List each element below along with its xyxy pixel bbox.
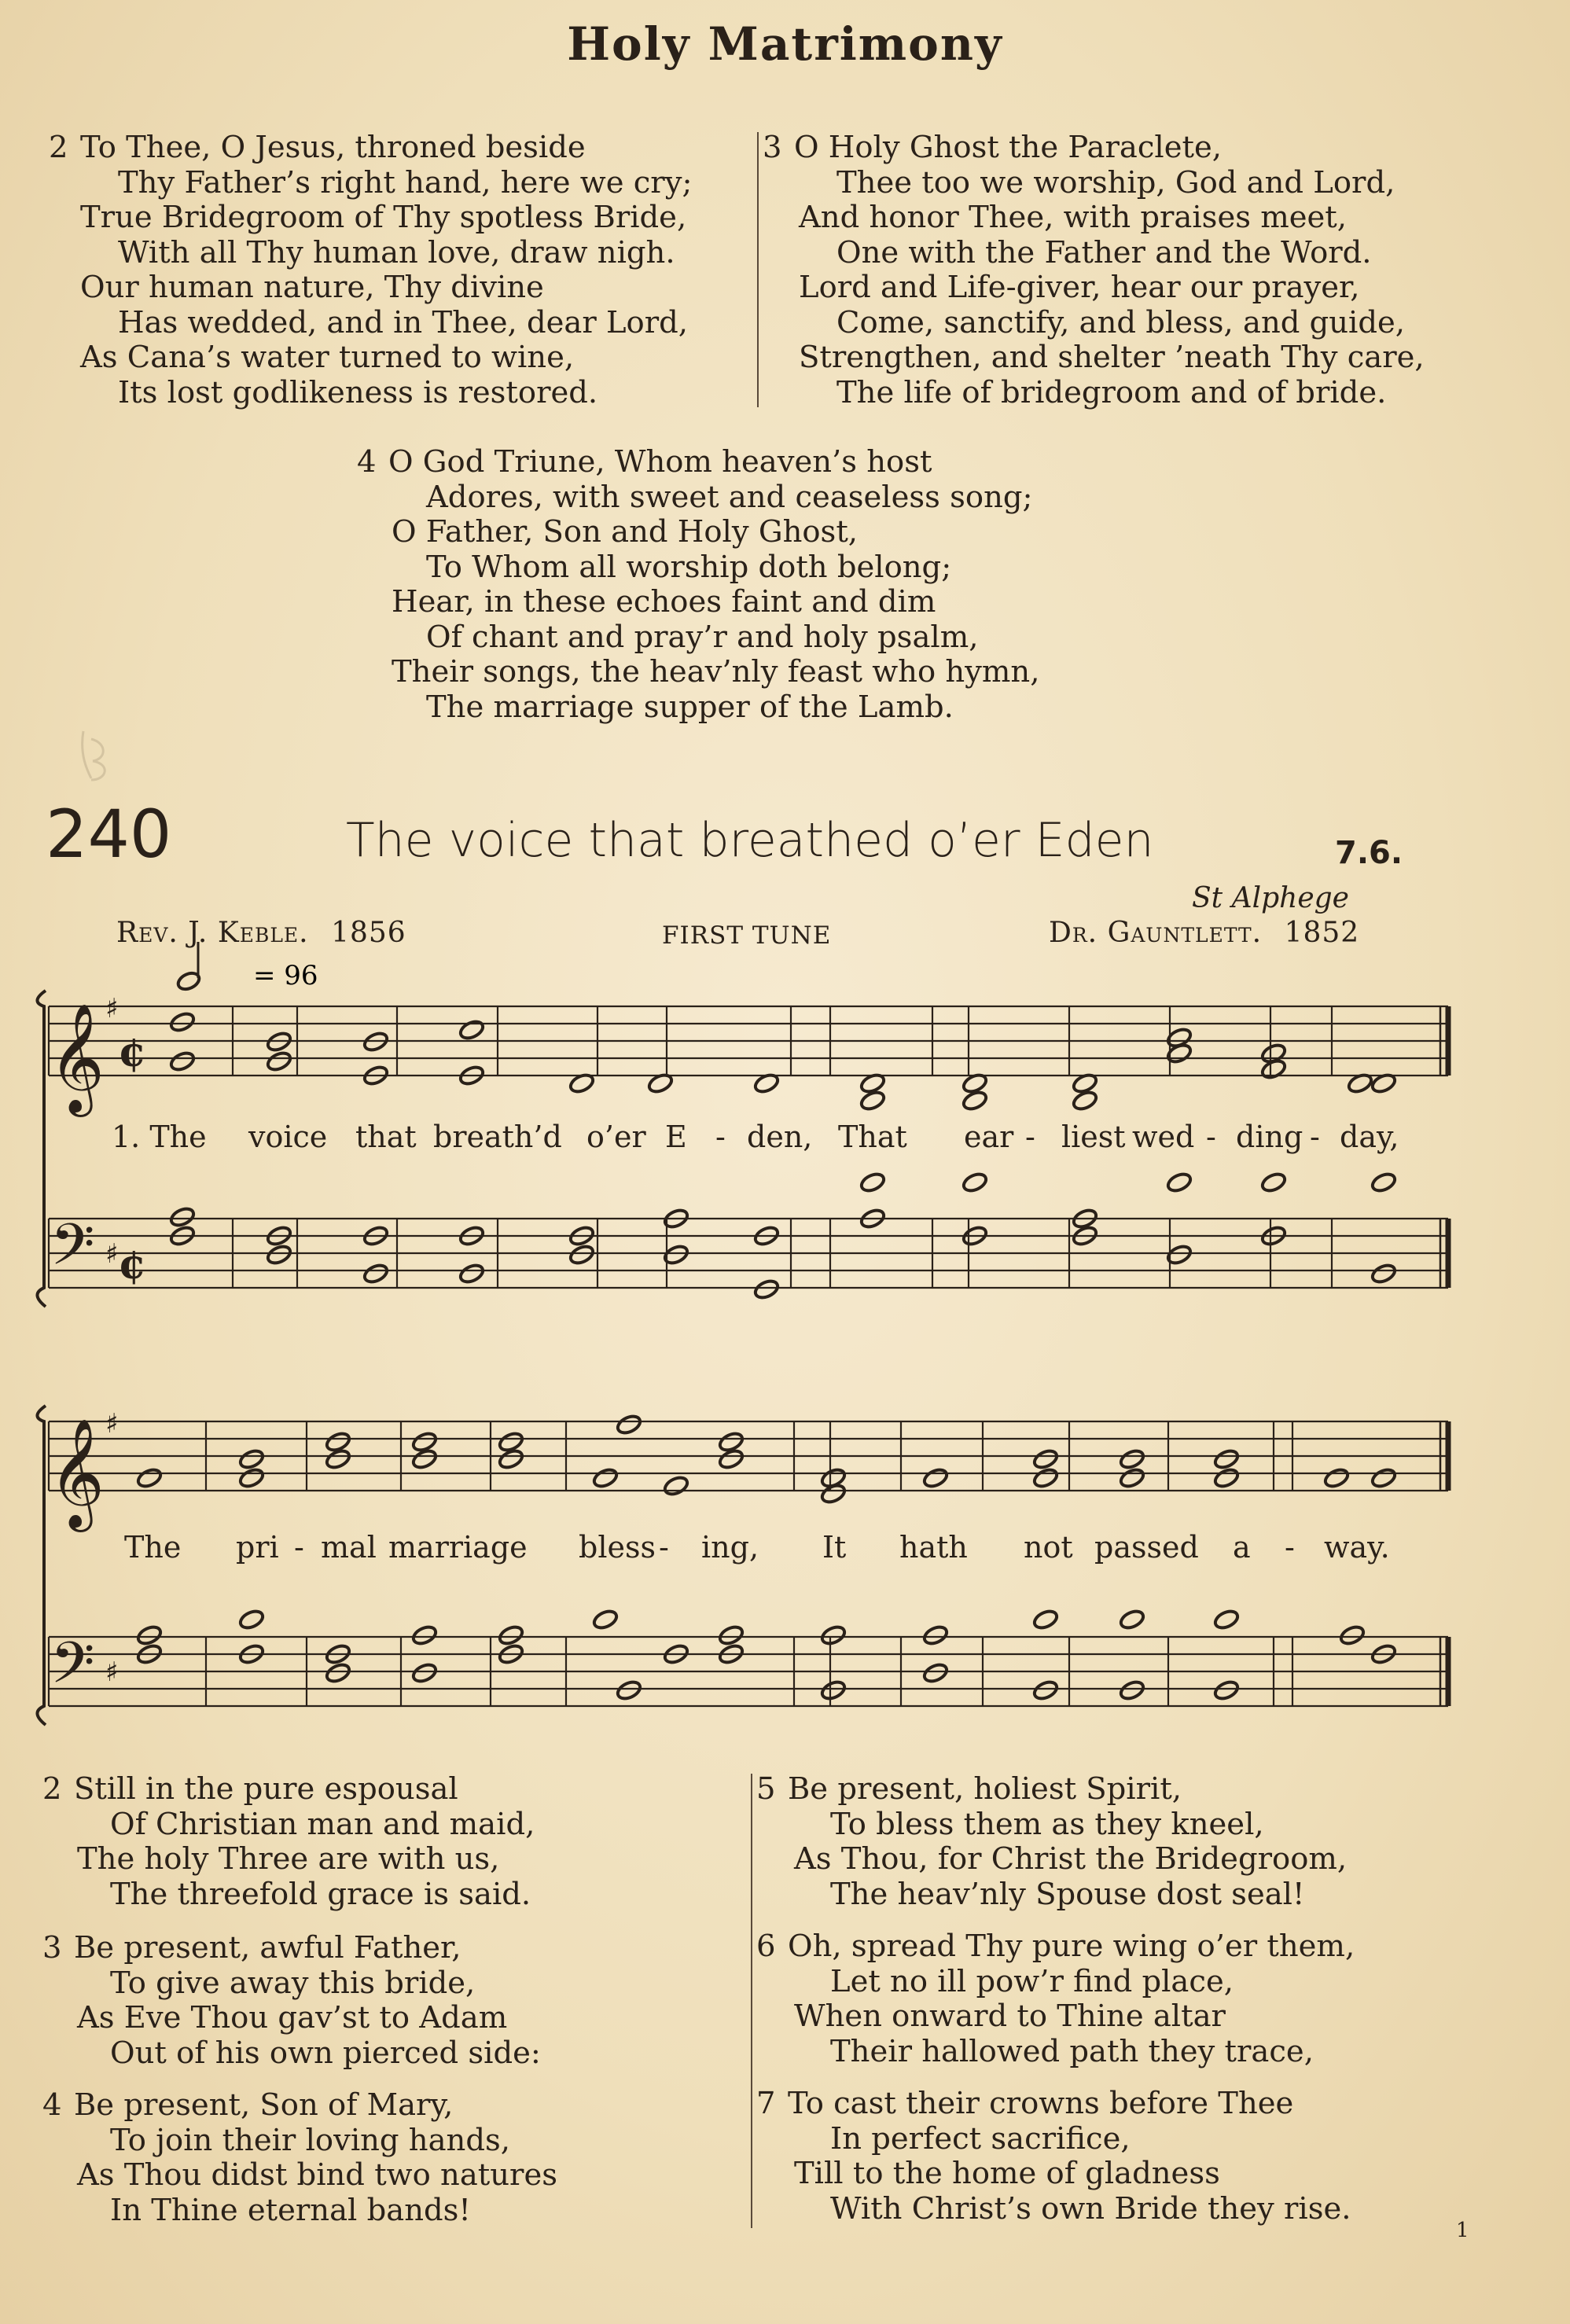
lyrics-line-2 <box>0 1530 1570 1568</box>
half-note-head <box>136 1467 164 1490</box>
lyric-syllable: that <box>355 1120 417 1154</box>
half-note-head <box>498 1431 525 1454</box>
half-note-head <box>325 1662 352 1685</box>
half-note-head <box>718 1624 745 1647</box>
half-note-head <box>616 1679 643 1702</box>
verse-line: Adores, with sweet and ceaseless song; <box>426 479 1033 515</box>
half-note-head <box>1339 1624 1366 1647</box>
verse-line: Be present, awful Father, <box>74 1930 461 1965</box>
verse-line: The holy Three are with us, <box>77 1841 500 1877</box>
verse-line: Thy Father’s right hand, here we cry; <box>118 164 693 200</box>
lyric-syllable: not <box>1024 1530 1073 1565</box>
stanza-number: 2 <box>42 1771 62 1807</box>
half-note-head <box>1370 1467 1398 1490</box>
composer-year: 1852 <box>1284 917 1360 949</box>
verse-line: In perfect sacrifice, <box>830 2120 1131 2157</box>
verse-line: With all Thy human love, draw nigh. <box>118 234 675 270</box>
bass-clef-icon: 𝄢 <box>50 1629 95 1710</box>
verse-line: Be present, holiest Spirit, <box>788 1771 1182 1807</box>
half-note-head <box>1072 1090 1099 1112</box>
verse-line: Till to the home of gladness <box>794 2156 1220 2191</box>
half-note-head <box>1119 1448 1146 1471</box>
lyric-syllable: bless <box>579 1530 656 1565</box>
verse-line: Thee too we worship, God and Lord, <box>836 164 1395 200</box>
lyric-syllable: o’er <box>586 1120 646 1154</box>
lyric-syllable: den, <box>747 1120 813 1154</box>
author: Rev. J. Keble. <box>116 917 309 949</box>
common-time-icon: ¢ <box>118 1241 147 1289</box>
verse-line: As Thou, for Christ the Bridegroom, <box>794 1841 1348 1877</box>
lyric-syllable: ding <box>1236 1120 1303 1154</box>
half-note-head <box>458 1019 486 1042</box>
half-note-head <box>411 1448 439 1471</box>
treble-clef-icon: 𝄞 <box>49 1003 105 1112</box>
verse-line: And honor Thee, with praises meet, <box>799 200 1348 235</box>
page-mark: 1 <box>1456 2219 1469 2242</box>
half-note-head <box>1213 1467 1241 1490</box>
half-note-head <box>1323 1467 1351 1490</box>
verse-line: One with the Father and the Word. <box>836 234 1372 270</box>
tempo-mark: = 96 <box>253 960 318 991</box>
half-note-head <box>238 1448 266 1471</box>
verse-line: O Holy Ghost the Paraclete, <box>794 130 1222 165</box>
half-note-head <box>592 1467 620 1490</box>
lyric-syllable: marriage <box>388 1530 528 1565</box>
common-time-icon: ¢ <box>118 1028 147 1076</box>
verse-line: Out of his own pierced side: <box>110 2035 541 2071</box>
verse-line: To Thee, O Jesus, throned beside <box>80 130 586 165</box>
verse-line: Still in the pure espousal <box>74 1771 458 1807</box>
lyric-syllable: ear <box>964 1120 1014 1154</box>
hymn-number: 240 <box>46 796 172 873</box>
lyric-hyphen: - <box>1025 1120 1035 1154</box>
half-note-head <box>961 1090 989 1112</box>
stanza-2 <box>42 1772 535 1912</box>
verse-line: Oh, spread Thy pure wing o’er them, <box>788 1929 1355 1964</box>
half-note-head <box>922 1467 950 1490</box>
lyric-hyphen: - <box>1285 1530 1295 1565</box>
half-note-head <box>718 1448 745 1471</box>
verse-line: To cast their crowns before Thee <box>788 2086 1294 2121</box>
verse-line: In Thine eternal bands! <box>110 2192 471 2228</box>
lyric-hyphen: - <box>715 1120 726 1154</box>
half-note-head <box>325 1448 352 1471</box>
column-rule <box>751 1774 752 2228</box>
sharp-icon: ♯ <box>105 993 119 1024</box>
stanza-number: 3 <box>42 1930 62 1965</box>
verse-line: Their hallowed path they trace, <box>830 2033 1314 2069</box>
half-note-head <box>238 1467 266 1490</box>
lyric-syllable: That <box>838 1120 907 1154</box>
half-note-head <box>820 1624 848 1647</box>
half-note-head <box>169 1011 197 1034</box>
hymn-title: The voice that breathed o’er Eden <box>346 813 1154 868</box>
half-note-head <box>411 1431 439 1454</box>
half-note-head <box>136 1624 164 1647</box>
verse-line: Of Christian man and maid, <box>110 1806 535 1842</box>
lyric-syllable: The <box>124 1530 182 1565</box>
half-note-head <box>1032 1679 1060 1702</box>
stanza-5 <box>756 1772 1347 1912</box>
tune-label: FIRST TUNE <box>662 921 832 950</box>
half-note-head <box>266 1050 293 1073</box>
verse-line: Come, sanctify, and bless, and guide, <box>836 304 1406 340</box>
half-note-head <box>1213 1609 1241 1631</box>
half-note-head <box>458 1263 486 1285</box>
verse-line: Be present, Son of Mary, <box>74 2087 454 2123</box>
verse-line: As Cana’s water turned to wine, <box>80 340 575 375</box>
lyric-syllable: mal <box>321 1530 377 1565</box>
verse-line: Our human nature, Thy divine <box>80 270 544 305</box>
stanza-number: 4 <box>42 2087 62 2123</box>
stanza-number: 3 <box>763 130 782 165</box>
verse-line: As Thou didst bind two natures <box>77 2157 557 2193</box>
half-note-head <box>663 1475 690 1498</box>
lyric-hyphen: - <box>1206 1120 1216 1154</box>
stanza-number: 4 <box>357 444 377 480</box>
half-note-head <box>1119 1609 1146 1631</box>
half-note-head <box>169 1206 197 1229</box>
half-note-head <box>1032 1467 1060 1490</box>
bass-clef-icon: 𝄢 <box>50 1211 95 1292</box>
half-note-head <box>922 1662 950 1685</box>
half-note-head <box>961 1171 989 1194</box>
half-note-head <box>922 1624 950 1647</box>
half-note-head <box>1370 1171 1398 1194</box>
half-note-head <box>169 1050 197 1073</box>
lyric-syllable: It <box>822 1530 847 1565</box>
half-note-head <box>411 1624 439 1647</box>
verse-line: True Bridegroom of Thy spotless Bride, <box>80 200 687 235</box>
stanza-number: 2 <box>49 130 68 165</box>
verse-line: Let no ill pow’r find place, <box>830 1963 1234 1999</box>
verse-line: Its lost godlikeness is restored. <box>118 374 598 410</box>
treble-clef-icon: 𝄞 <box>49 1418 105 1528</box>
hymn-meter: 7.6. <box>1335 835 1403 871</box>
stanza-number: 7 <box>756 2086 776 2121</box>
lyrics-line-1 <box>0 1120 1570 1157</box>
verse-line: Of chant and pray’r and holy psalm, <box>426 619 979 655</box>
verse-line: As Eve Thou gav’st to Adam <box>77 2000 508 2035</box>
verse-line: O Father, Son and Holy Ghost, <box>392 514 859 550</box>
half-note-head <box>411 1662 439 1685</box>
verse-line: Has wedded, and in Thee, dear Lord, <box>118 304 689 340</box>
page-header: Holy Matrimony <box>567 17 1003 71</box>
half-note-head <box>592 1609 620 1631</box>
verse-line: Strengthen, and shelter ’neath Thy care, <box>799 340 1425 375</box>
half-note-head <box>859 1090 887 1112</box>
half-note-head <box>362 1263 390 1285</box>
half-note-head <box>718 1431 745 1454</box>
lyric-syllable: ing, <box>701 1530 759 1565</box>
lyric-syllable: wed <box>1132 1120 1195 1154</box>
stanza-7 <box>756 2087 1351 2227</box>
verse-line: To join their loving hands, <box>110 2122 510 2158</box>
half-note-head <box>1260 1171 1288 1194</box>
lyric-syllable: a <box>1233 1530 1251 1565</box>
lyric-syllable: day, <box>1340 1120 1399 1154</box>
verse-line: The heav’nly Spouse dost seal! <box>830 1876 1305 1912</box>
lyric-syllable: voice <box>248 1120 328 1154</box>
half-note-head <box>498 1448 525 1471</box>
lyric-syllable: passed <box>1094 1530 1199 1565</box>
sharp-icon: ♯ <box>105 1238 119 1270</box>
lyric-syllable: 1. The <box>112 1120 207 1154</box>
tune-name: St Alphege <box>1192 882 1349 914</box>
lyric-syllable: way. <box>1324 1530 1390 1565</box>
stanza-number: 5 <box>756 1771 776 1807</box>
verse-line: Their songs, the heav’nly feast who hymn, <box>392 654 1040 689</box>
author-year: 1856 <box>331 917 406 949</box>
lyric-syllable: E <box>665 1120 687 1154</box>
lyric-hyphen: - <box>659 1530 669 1565</box>
verse-line: When onward to Thine altar <box>794 1999 1226 2034</box>
half-note-head <box>1119 1467 1146 1490</box>
verse-line: The life of bridegroom and of bride. <box>836 374 1387 410</box>
half-note-head <box>325 1431 352 1454</box>
half-note-head <box>753 1278 781 1301</box>
lyric-hyphen: - <box>1310 1120 1320 1154</box>
half-note-head <box>1119 1679 1146 1702</box>
lyric-syllable: hath <box>899 1530 968 1565</box>
stanza-number: 6 <box>756 1929 776 1964</box>
half-note-head <box>1370 1263 1398 1285</box>
half-note-head <box>266 1244 293 1267</box>
stanza-4 <box>42 2088 557 2228</box>
half-note-head <box>616 1414 643 1436</box>
verse-line: Lord and Life-giver, hear our prayer, <box>799 270 1360 305</box>
verse-line: O God Triune, Whom heaven’s host <box>388 444 932 480</box>
half-note-head <box>1032 1609 1060 1631</box>
verse-line: The marriage supper of the Lamb. <box>426 689 954 725</box>
verse-line: Hear, in these echoes faint and dim <box>392 584 936 620</box>
lyric-syllable: pri <box>236 1530 279 1565</box>
lyric-syllable: liest <box>1061 1120 1126 1154</box>
half-note-head <box>568 1244 596 1267</box>
half-note-head <box>859 1171 887 1194</box>
half-note-head <box>1032 1448 1060 1471</box>
half-note-head <box>498 1624 525 1647</box>
composer: Dr. Gauntlett. <box>1049 917 1263 949</box>
half-note-head <box>238 1609 266 1631</box>
stanza-3 <box>42 1931 541 2071</box>
sharp-icon: ♯ <box>105 1408 119 1440</box>
verse-line: With Christ’s own Bride they rise. <box>830 2190 1351 2227</box>
stanza-6 <box>756 1929 1355 2069</box>
lyric-hyphen: - <box>294 1530 304 1565</box>
verse-line: To give away this bride, <box>110 1965 476 2001</box>
verse-line: To bless them as they kneel, <box>830 1806 1264 1842</box>
verse-line: To Whom all worship doth belong; <box>426 549 952 585</box>
half-note-head <box>1166 1171 1193 1194</box>
half-note-head <box>1213 1679 1241 1702</box>
lyric-syllable: breath’d <box>433 1120 562 1154</box>
half-note-head <box>1213 1448 1241 1471</box>
half-note-head <box>820 1679 848 1702</box>
sharp-icon: ♯ <box>105 1657 119 1688</box>
verse-line: The threefold grace is said. <box>110 1876 531 1912</box>
